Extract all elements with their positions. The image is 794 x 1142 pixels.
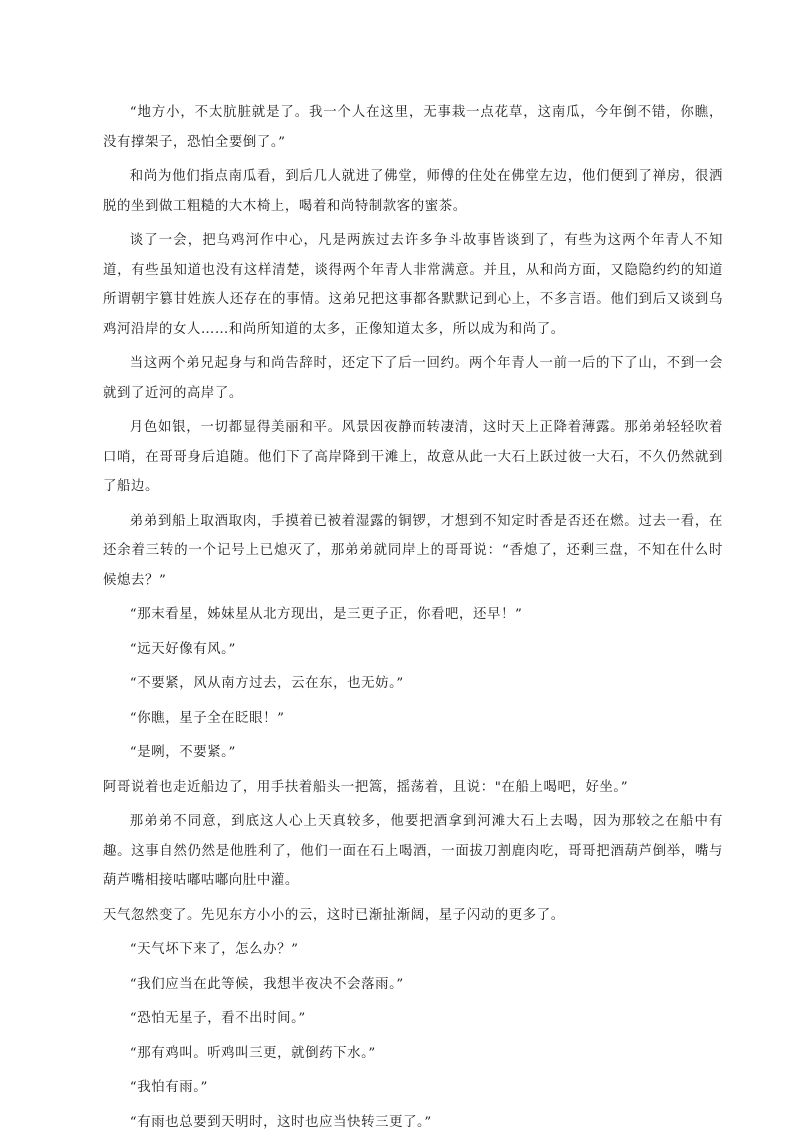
paragraph: 弟弟到船上取酒取肉，手摸着已被着湿露的铜锣，才想到不知定时香是否还在燃。过去一看，在还余着三转的一个记号上已熄灭了，那弟弟就同岸上的哥哥说：“香熄了，还剩三盘，不知在什么时候熄去？”	[103, 513, 723, 588]
paragraph: 天气忽然变了。先见东方小小的云，这时已渐扯渐阔，星子闪动的更多了。	[103, 907, 565, 923]
dialogue-line: “你瞧，星子全在眨眼！”	[129, 710, 285, 726]
paragraph: 那弟弟不同意，到底这人心上天真较多，他要把酒拿到河滩大石上去喝，因为那较之在船中有趣。这事自然仍然是他胜利了，他们一面在石上喝酒，一面拔刀割鹿肉吃，哥哥把酒葫芦倒举，嘴与葫芦嘴相接咕嘟咕嘟向肚中灌。	[103, 814, 723, 888]
paragraph: 月色如银，一切都显得美丽和平。风景因夜静而转凄清，这时天上正降着薄露。那弟弟轻轻吹着口哨，在哥哥身后追随。他们下了高岸降到干滩上，故意从此一大石上跃过彼一大石，不久仍然就到了船边。	[103, 420, 723, 494]
dialogue-line: “我怕有雨。”	[129, 1080, 208, 1095]
paragraph: 阿哥说着也走近船边了，用手扶着船头一把篙，摇荡着，且说："在船上喝吧，好坐。”	[103, 779, 629, 795]
dialogue-line: “远天好像有风。”	[129, 641, 236, 657]
dialogue-line: “天气坏下来了，怎么办？”	[129, 942, 299, 957]
paragraph: 谈了一会，把乌鸡河作中心，凡是两族过去许多争斗故事皆谈到了，有些为这两个年青人不知道，有些虽知道也没有这样清楚，谈得两个年青人非常满意。并且，从和尚方面，又隐隐约约的知道所谓朝宇篡甘姓族人还存在的事情。这弟兄把这事都各默默记到心上，不多言语。他们到后又谈到乌鸡河沿岸的女人……和尚所知道的太多，正像知道太多，所以成为和尚了。	[103, 233, 723, 337]
paragraph: 当这两个弟兄起身与和尚告辞时，还定下了后一回约。两个年青人一前一后的下了山，不到一会就到了近河的高岸了。	[103, 356, 723, 401]
dialogue-line: “有雨也总要到天明时，这时也应当快转三更了。”	[129, 1114, 432, 1130]
paragraph: 和尚为他们指点南瓜看，到后几人就进了佛堂，师傅的住处在佛堂左边，他们便到了禅房，很洒脱的坐到做工粗糙的大木椅上，喝着和尚特制款客的蜜茶。	[103, 169, 723, 214]
dialogue-line: “那末看星，姊妹星从北方现出，是三更子正，你看吧，还早！”	[129, 607, 523, 622]
dialogue-line: “恐怕无星子，看不出时间。”	[129, 1011, 306, 1026]
dialogue-line: “是咧，不要紧。”	[129, 745, 236, 760]
document-body	[103, 98, 723, 1142]
paragraph: “地方小，不太肮脏就是了。我一个人在这里，无事栽一点花草，这南瓜，今年倒不错，你瞧，没有撑架子，恐怕全要倒了。”	[103, 105, 723, 150]
dialogue-line: “我们应当在此等候，我想半夜决不会落雨。”	[129, 976, 404, 992]
dialogue-line: “那有鸡叫。听鸡叫三更，就倒药下水。”	[129, 1045, 376, 1061]
dialogue-line: “不要紧，风从南方过去，云在东，也无妨。”	[129, 676, 404, 691]
